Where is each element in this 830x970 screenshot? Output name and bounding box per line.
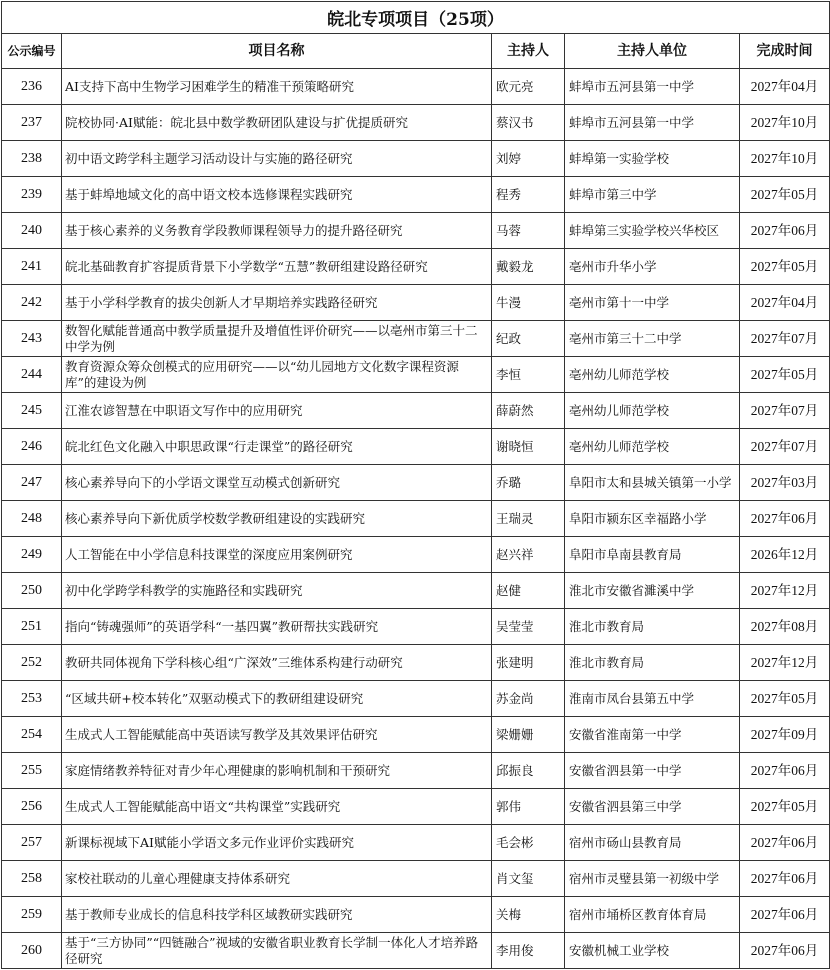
cell-completion-date: 2027年05月 bbox=[740, 681, 830, 717]
table-row bbox=[2, 933, 830, 969]
cell-host-unit: 阜阳市颍东区幸福路小学 bbox=[565, 501, 740, 537]
table-row bbox=[2, 609, 830, 645]
cell-number: 249 bbox=[2, 537, 62, 573]
table-row bbox=[2, 177, 830, 213]
cell-host-unit: 蚌埠第三实验学校兴华校区 bbox=[565, 213, 740, 249]
cell-number: 252 bbox=[2, 645, 62, 681]
cell-number: 245 bbox=[2, 393, 62, 429]
cell-host-unit: 安徽机械工业学校 bbox=[565, 933, 740, 969]
table-row bbox=[2, 213, 830, 249]
cell-number: 246 bbox=[2, 429, 62, 465]
table-row bbox=[2, 681, 830, 717]
cell-number: 241 bbox=[2, 249, 62, 285]
table-row bbox=[2, 141, 830, 177]
cell-number: 243 bbox=[2, 321, 62, 357]
cell-host-unit: 淮北市教育局 bbox=[565, 609, 740, 645]
cell-host: 戴毅龙 bbox=[492, 249, 565, 285]
cell-project-name: 生成式人工智能赋能高中语文“共构课堂”实践研究 bbox=[62, 789, 492, 825]
table-row bbox=[2, 645, 830, 681]
cell-host: 蔡汉书 bbox=[492, 105, 565, 141]
cell-project-name: 基于教师专业成长的信息科技学科区域教研实践研究 bbox=[62, 897, 492, 933]
cell-project-name: 家庭情绪教养特征对青少年心理健康的影响机制和干预研究 bbox=[62, 753, 492, 789]
cell-project-name: 核心素养导向下新优质学校数学教研组建设的实践研究 bbox=[62, 501, 492, 537]
cell-host-unit: 宿州市埇桥区教育体育局 bbox=[565, 897, 740, 933]
cell-host: 肖文玺 bbox=[492, 861, 565, 897]
cell-completion-date: 2027年07月 bbox=[740, 393, 830, 429]
cell-number: 256 bbox=[2, 789, 62, 825]
cell-completion-date: 2027年06月 bbox=[740, 213, 830, 249]
cell-number: 237 bbox=[2, 105, 62, 141]
table-row bbox=[2, 861, 830, 897]
cell-host: 谢晓恒 bbox=[492, 429, 565, 465]
cell-host: 马蓉 bbox=[492, 213, 565, 249]
cell-host-unit: 淮北市安徽省濉溪中学 bbox=[565, 573, 740, 609]
cell-host-unit: 安徽省泗县第一中学 bbox=[565, 753, 740, 789]
cell-number: 251 bbox=[2, 609, 62, 645]
cell-completion-date: 2027年04月 bbox=[740, 285, 830, 321]
cell-number: 258 bbox=[2, 861, 62, 897]
cell-project-name: 核心素养导向下的小学语文课堂互动模式创新研究 bbox=[62, 465, 492, 501]
cell-project-name: 生成式人工智能赋能高中英语读写教学及其效果评估研究 bbox=[62, 717, 492, 753]
cell-number: 242 bbox=[2, 285, 62, 321]
cell-project-name: 江淮农谚智慧在中职语文写作中的应用研究 bbox=[62, 393, 492, 429]
cell-host: 吴莹莹 bbox=[492, 609, 565, 645]
cell-completion-date: 2027年08月 bbox=[740, 609, 830, 645]
cell-host: 李用俊 bbox=[492, 933, 565, 969]
cell-host: 纪政 bbox=[492, 321, 565, 357]
cell-host-unit: 安徽省泗县第三中学 bbox=[565, 789, 740, 825]
cell-host-unit: 淮南市凤台县第五中学 bbox=[565, 681, 740, 717]
header-host: 主持人 bbox=[492, 34, 565, 69]
table-row bbox=[2, 393, 830, 429]
cell-host: 赵兴祥 bbox=[492, 537, 565, 573]
cell-completion-date: 2027年10月 bbox=[740, 141, 830, 177]
cell-host-unit: 淮北市教育局 bbox=[565, 645, 740, 681]
table-row bbox=[2, 321, 830, 357]
cell-project-name: 皖北基础教育扩容提质背景下小学数学“五慧”教研组建设路径研究 bbox=[62, 249, 492, 285]
table-row bbox=[2, 285, 830, 321]
cell-host-unit: 蚌埠市第三中学 bbox=[565, 177, 740, 213]
cell-host: 李恒 bbox=[492, 357, 565, 393]
cell-project-name: 初中语文跨学科主题学习活动设计与实施的路径研究 bbox=[62, 141, 492, 177]
cell-project-name: 基于蚌埠地域文化的高中语文校本选修课程实践研究 bbox=[62, 177, 492, 213]
cell-host: 苏金尚 bbox=[492, 681, 565, 717]
cell-host-unit: 宿州市灵璧县第一初级中学 bbox=[565, 861, 740, 897]
cell-completion-date: 2027年05月 bbox=[740, 249, 830, 285]
table-row bbox=[2, 573, 830, 609]
cell-host-unit: 亳州幼儿师范学校 bbox=[565, 393, 740, 429]
table-row bbox=[2, 429, 830, 465]
cell-host: 牛漫 bbox=[492, 285, 565, 321]
cell-host: 欧元亮 bbox=[492, 69, 565, 105]
cell-project-name: 新课标视域下AI赋能小学语文多元作业评价实践研究 bbox=[62, 825, 492, 861]
cell-host-unit: 阜阳市阜南县教育局 bbox=[565, 537, 740, 573]
cell-host: 梁姗姗 bbox=[492, 717, 565, 753]
cell-host: 程秀 bbox=[492, 177, 565, 213]
cell-number: 255 bbox=[2, 753, 62, 789]
table-row bbox=[2, 717, 830, 753]
cell-project-name: “区域共研+校本转化”双驱动模式下的教研组建设研究 bbox=[62, 681, 492, 717]
cell-number: 239 bbox=[2, 177, 62, 213]
cell-project-name: 基于核心素养的义务教育学段教师课程领导力的提升路径研究 bbox=[62, 213, 492, 249]
cell-completion-date: 2027年12月 bbox=[740, 573, 830, 609]
cell-host: 薛蔚然 bbox=[492, 393, 565, 429]
cell-project-name: 指向“铸魂强师”的英语学科“一基四翼”教研帮扶实践研究 bbox=[62, 609, 492, 645]
cell-completion-date: 2027年05月 bbox=[740, 789, 830, 825]
cell-host-unit: 蚌埠第一实验学校 bbox=[565, 141, 740, 177]
cell-completion-date: 2027年04月 bbox=[740, 69, 830, 105]
cell-project-name: 人工智能在中小学信息科技课堂的深度应用案例研究 bbox=[62, 537, 492, 573]
table-row bbox=[2, 537, 830, 573]
cell-project-name: 数智化赋能普通高中教学质量提升及增值性评价研究——以亳州市第三十二中学为例 bbox=[62, 321, 492, 357]
table-row bbox=[2, 501, 830, 537]
cell-project-name: 基于“三方协同”“四链融合”视域的安徽省职业教育长学制一体化人才培养路径研究 bbox=[62, 933, 492, 969]
cell-host: 张建明 bbox=[492, 645, 565, 681]
table-row bbox=[2, 357, 830, 393]
cell-host-unit: 亳州市第十一中学 bbox=[565, 285, 740, 321]
cell-completion-date: 2027年07月 bbox=[740, 321, 830, 357]
cell-project-name: 初中化学跨学科教学的实施路径和实践研究 bbox=[62, 573, 492, 609]
cell-completion-date: 2027年06月 bbox=[740, 501, 830, 537]
cell-host-unit: 蚌埠市五河县第一中学 bbox=[565, 105, 740, 141]
header-host-unit: 主持人单位 bbox=[565, 34, 740, 69]
cell-host-unit: 亳州幼儿师范学校 bbox=[565, 429, 740, 465]
table-row bbox=[2, 825, 830, 861]
table-row bbox=[2, 105, 830, 141]
cell-completion-date: 2027年05月 bbox=[740, 177, 830, 213]
cell-number: 260 bbox=[2, 933, 62, 969]
cell-number: 248 bbox=[2, 501, 62, 537]
cell-host: 赵健 bbox=[492, 573, 565, 609]
cell-project-name: 院校协同·AI赋能：皖北县中数学教研团队建设与扩优提质研究 bbox=[62, 105, 492, 141]
header-completion-date: 完成时间 bbox=[740, 34, 830, 69]
table-title-row bbox=[2, 2, 830, 34]
table-row bbox=[2, 69, 830, 105]
cell-host: 刘婷 bbox=[492, 141, 565, 177]
cell-completion-date: 2027年05月 bbox=[740, 357, 830, 393]
cell-completion-date: 2027年06月 bbox=[740, 825, 830, 861]
cell-completion-date: 2027年06月 bbox=[740, 933, 830, 969]
cell-project-name: 基于小学科学教育的拔尖创新人才早期培养实践路径研究 bbox=[62, 285, 492, 321]
cell-host: 乔璐 bbox=[492, 465, 565, 501]
cell-project-name: AI支持下高中生物学习困难学生的精准干预策略研究 bbox=[62, 69, 492, 105]
cell-number: 257 bbox=[2, 825, 62, 861]
cell-completion-date: 2027年10月 bbox=[740, 105, 830, 141]
cell-host: 王瑞灵 bbox=[492, 501, 565, 537]
cell-completion-date: 2027年06月 bbox=[740, 897, 830, 933]
cell-number: 238 bbox=[2, 141, 62, 177]
table-row bbox=[2, 465, 830, 501]
cell-host: 邱振良 bbox=[492, 753, 565, 789]
cell-completion-date: 2027年12月 bbox=[740, 645, 830, 681]
cell-project-name: 教育资源众筹众创模式的应用研究——以“幼儿园地方文化数字课程资源库”的建设为例 bbox=[62, 357, 492, 393]
table-row bbox=[2, 753, 830, 789]
cell-number: 254 bbox=[2, 717, 62, 753]
cell-completion-date: 2027年09月 bbox=[740, 717, 830, 753]
cell-host-unit: 宿州市砀山县教育局 bbox=[565, 825, 740, 861]
cell-completion-date: 2027年06月 bbox=[740, 861, 830, 897]
cell-project-name: 教研共同体视角下学科核心组“广深效”三维体系构建行动研究 bbox=[62, 645, 492, 681]
cell-host-unit: 安徽省淮南第一中学 bbox=[565, 717, 740, 753]
cell-number: 253 bbox=[2, 681, 62, 717]
cell-host: 郭伟 bbox=[492, 789, 565, 825]
header-project-name: 项目名称 bbox=[62, 34, 492, 69]
cell-host: 关梅 bbox=[492, 897, 565, 933]
cell-number: 247 bbox=[2, 465, 62, 501]
cell-number: 250 bbox=[2, 573, 62, 609]
table-row bbox=[2, 789, 830, 825]
cell-host-unit: 亳州市第三十二中学 bbox=[565, 321, 740, 357]
cell-host-unit: 亳州市升华小学 bbox=[565, 249, 740, 285]
cell-project-name: 家校社联动的儿童心理健康支持体系研究 bbox=[62, 861, 492, 897]
cell-number: 236 bbox=[2, 69, 62, 105]
cell-completion-date: 2027年03月 bbox=[740, 465, 830, 501]
cell-number: 259 bbox=[2, 897, 62, 933]
cell-completion-date: 2027年07月 bbox=[740, 429, 830, 465]
cell-host-unit: 阜阳市太和县城关镇第一小学 bbox=[565, 465, 740, 501]
table-row bbox=[2, 249, 830, 285]
cell-completion-date: 2026年12月 bbox=[740, 537, 830, 573]
cell-number: 240 bbox=[2, 213, 62, 249]
cell-host: 毛会彬 bbox=[492, 825, 565, 861]
project-table bbox=[1, 1, 830, 969]
table-title: 皖北专项项目（25项） bbox=[2, 2, 830, 34]
cell-project-name: 皖北红色文化融入中职思政课“行走课堂”的路径研究 bbox=[62, 429, 492, 465]
table-header-row bbox=[2, 34, 830, 69]
cell-completion-date: 2027年06月 bbox=[740, 753, 830, 789]
cell-host-unit: 亳州幼儿师范学校 bbox=[565, 357, 740, 393]
cell-host-unit: 蚌埠市五河县第一中学 bbox=[565, 69, 740, 105]
header-number: 公示编号 bbox=[2, 34, 62, 69]
table-row bbox=[2, 897, 830, 933]
cell-number: 244 bbox=[2, 357, 62, 393]
